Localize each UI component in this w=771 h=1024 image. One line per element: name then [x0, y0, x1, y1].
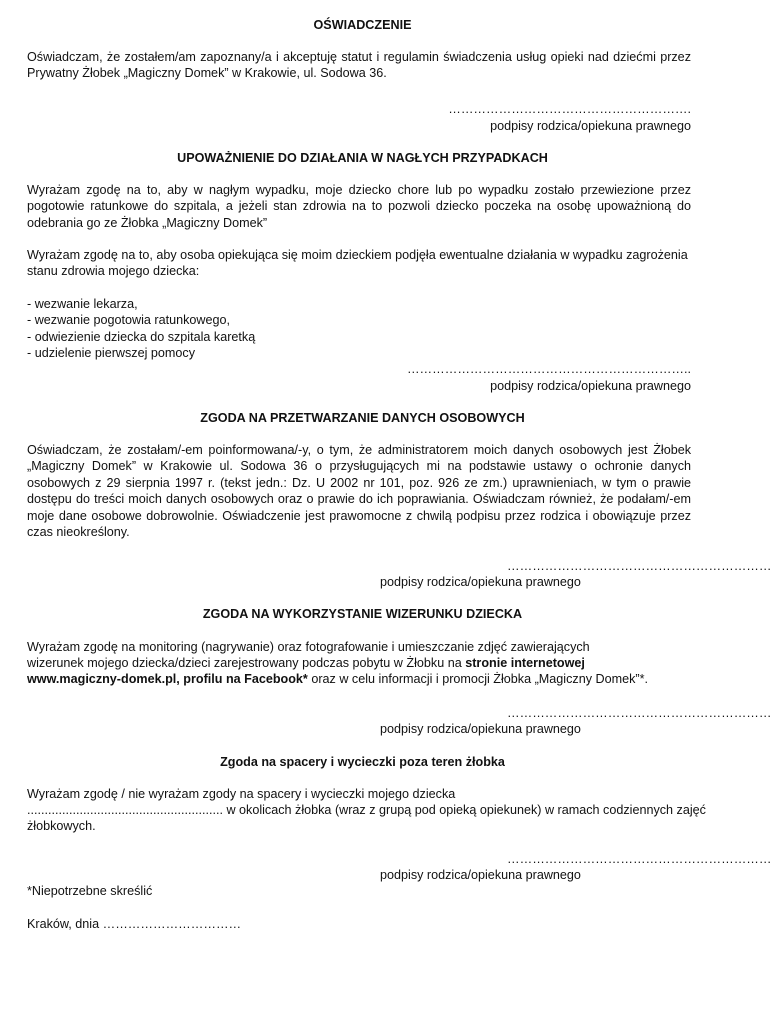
declaration-title: OŚWIADCZENIE — [313, 18, 412, 32]
list-item: - odwiezienie dziecka do szpitala karetką — [27, 329, 256, 344]
declaration-signature-line: …………………………………………………. — [448, 102, 691, 116]
image-use-signature-line: ……………………………………………………… — [507, 706, 771, 720]
image-use-line-3-text: oraz w celu informacji i promocji Żłobka „Magiczny Domek”*. — [307, 672, 648, 686]
list-item: - wezwanie lekarza, — [27, 297, 138, 311]
image-use-title: ZGODA NA WYKORZYSTANIE WIZERUNKU DZIECKA — [202, 607, 523, 621]
image-use-line-1: Wyrażam zgodę na monitoring (nagrywanie) oraz fotografowanie i umieszczanie zdjęć zawierających — [27, 640, 590, 654]
trips-signature-line: ……………………………………………………… — [507, 852, 771, 866]
footnote: *Niepotrzebne skreślić — [27, 884, 153, 898]
declaration-text: Oświadczam, że zostałem/am zapoznany/a i akceptuję statut i regulamin świadczenia usług opieki nad dziećmi przez Prywatny Żłobek „Magiczny Domek” w Krakowie, ul. Sodowa 36. — [27, 50, 691, 81]
data-processing-signature-label: podpisy rodzica/opiekuna prawnego — [380, 575, 581, 589]
emergency-title: UPOWAŻNIENIE DO DZIAŁANIA W NAGŁYCH PRZYPADKACH — [177, 151, 548, 165]
trips-line-2: ........................................................ w okolicach żłobka (wraz z grupą pod opieką opiekunek) w ramach codziennych zajęć — [27, 803, 706, 817]
image-use-line-2-text: wizerunek mojego dziecka/dzieci zarejestrowany podczas pobytu w Żłobku na — [27, 656, 466, 670]
trips-line-1: Wyrażam zgodę / nie wyrażam zgody na spacery i wycieczki mojego dziecka — [27, 787, 456, 801]
image-use-website-bold: stronie internetowej — [465, 656, 585, 670]
place-date-field: Kraków, dnia …………………………… — [27, 917, 242, 931]
emergency-signature-label: podpisy rodzica/opiekuna prawnego — [490, 379, 691, 393]
emergency-paragraph-2: Wyrażam zgodę na to, aby osoba opiekująca się moim dzieckiem podjęła ewentualne działania w wypadku zagrożenia stanu zdrowia mojego dziecka: — [27, 248, 688, 279]
image-use-line-2 — [27, 655, 691, 671]
list-item: - udzielenie pierwszej pomocy — [27, 346, 195, 361]
list-item: - wezwanie pogotowia ratunkowego, — [27, 313, 231, 328]
trips-signature-label: podpisy rodzica/opiekuna prawnego — [380, 868, 581, 882]
trips-title: Zgoda na spacery i wycieczki poza teren żłobka — [220, 755, 505, 769]
emergency-paragraph-1: Wyrażam zgodę na to, aby w nagłym wypadku, moje dziecko chore lub po wypadku zostało przewiezione przez pogotowie ratunkowe do szpitala, a jeżeli stan zdrowia na to pozwoli dziecko poczeka na osobę upoważnioną do odebrania go ze Żłobka „Magiczny Domek” — [27, 183, 691, 230]
image-use-line-3 — [27, 671, 691, 687]
data-processing-title: ZGODA NA PRZETWARZANIE DANYCH OSOBOWYCH — [200, 411, 525, 425]
image-use-signature-label: podpisy rodzica/opiekuna prawnego — [380, 722, 581, 736]
declaration-signature-label: podpisy rodzica/opiekuna prawnego — [490, 119, 691, 133]
trips-line-3: żłobkowych. — [27, 819, 96, 833]
emergency-signature-line: ………………………………………………………….. — [406, 362, 691, 376]
data-processing-text: Oświadczam, że zostałam/-em poinformowana/-y, o tym, że administratorem moich danych osobowych jest Żłobek „Magiczny Domek” w Krakowie ul. Sodowa 36 o przysługujących mi na podstawie ustawy o ochronie danych osobowych z 29 sierpnia 1997 r. (tekst jedn.: Dz. U 2002 nr 101, poz. 926 ze zm.) uprawnieniach, w tym o prawie dostępu do treści moich danych osobowych oraz o prawie do ich poprawiania. Oświadczam również, że podałam/-em moje dane osobowe dobrowolnie. Oświadczenie jest prawomocne z chwilą podpisu przez rodzica i obowiązuje przez czas nieokreślony. — [27, 443, 691, 540]
image-use-channels-bold: www.magiczny-domek.pl, profilu na Facebook* — [27, 672, 308, 686]
data-processing-signature-line: ……………………………………………………… — [507, 559, 771, 573]
emergency-actions-list — [27, 296, 255, 362]
